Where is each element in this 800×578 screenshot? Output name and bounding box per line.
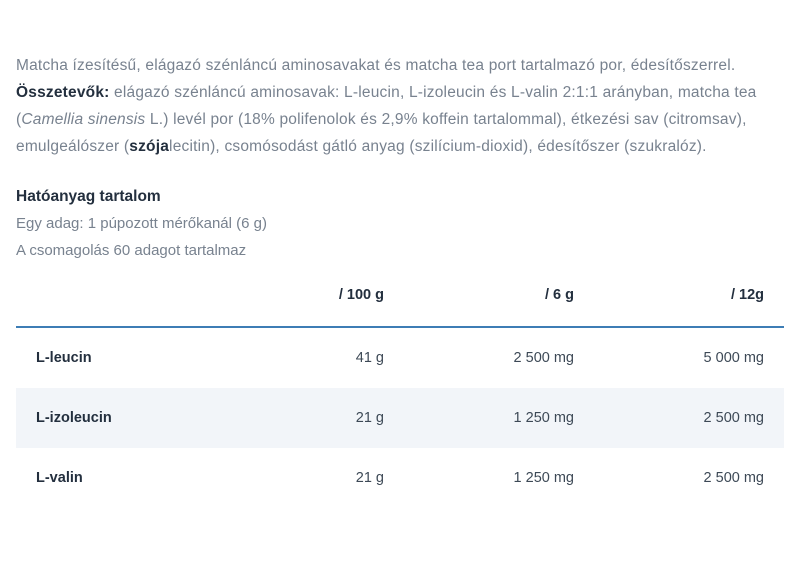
table-header-row — [16, 280, 784, 328]
value-per-12g: 5 000 mg — [703, 350, 764, 366]
header-per-12g: / 12g — [730, 287, 764, 303]
flavor-description-paragraph — [16, 52, 782, 79]
serving-size-line: Egy adag: 1 púpozott mérőkanál (6 g) — [16, 215, 267, 232]
table-row-valin — [16, 448, 784, 508]
value-per-100g: 41 g — [355, 350, 384, 366]
latin-plant-name: Camellia sinensis — [21, 111, 146, 128]
value-per-100g: 21 g — [355, 470, 384, 486]
row-name: L-valin — [36, 470, 83, 486]
ingredients-paragraph — [16, 79, 782, 160]
ingredients-text-2: L.) levél por (18% polifenolok és 2,9% koffein tartalommal), étkezési sav (citromsav), emulgeálószer ( — [16, 111, 747, 155]
ingredients-label: Összetevők: — [16, 84, 110, 101]
value-per-6g: 1 250 mg — [513, 410, 574, 426]
row-name: L-izoleucin — [36, 410, 112, 426]
value-per-6g: 2 500 mg — [513, 350, 574, 366]
value-per-100g: 21 g — [355, 410, 384, 426]
header-per-6g: / 6 g — [544, 287, 574, 303]
ingredients-text-1: elágazó szénláncú aminosavak: L-leucin, L-izoleucin és L-valin 2:1:1 arányban, matcha tea ( — [16, 84, 757, 128]
value-per-12g: 2 500 mg — [703, 410, 764, 426]
table-row-leucin — [16, 328, 784, 388]
value-per-6g: 1 250 mg — [513, 470, 574, 486]
header-per-100g: / 100 g — [338, 287, 384, 303]
table-row-izoleucin — [16, 388, 784, 448]
active-content-heading: Hatóanyag tartalom — [16, 188, 161, 205]
servings-count-line: A csomagolás 60 adagot tartalmaz — [16, 242, 247, 259]
nutrition-table — [16, 280, 784, 508]
product-description — [16, 52, 784, 160]
value-per-12g: 2 500 mg — [703, 470, 764, 486]
flavor-description-text: Matcha ízesítésű, elágazó szénláncú aminosavakat és matcha tea port tartalmazó por, édesítőszerrel. — [16, 57, 736, 74]
ingredients-text-3: lecitin), csomósodást gátló anyag (szilícium-dioxid), édesítőszer (szukralóz). — [169, 138, 707, 155]
soy-allergen-highlight: szója — [129, 138, 170, 155]
row-name: L-leucin — [36, 350, 92, 366]
